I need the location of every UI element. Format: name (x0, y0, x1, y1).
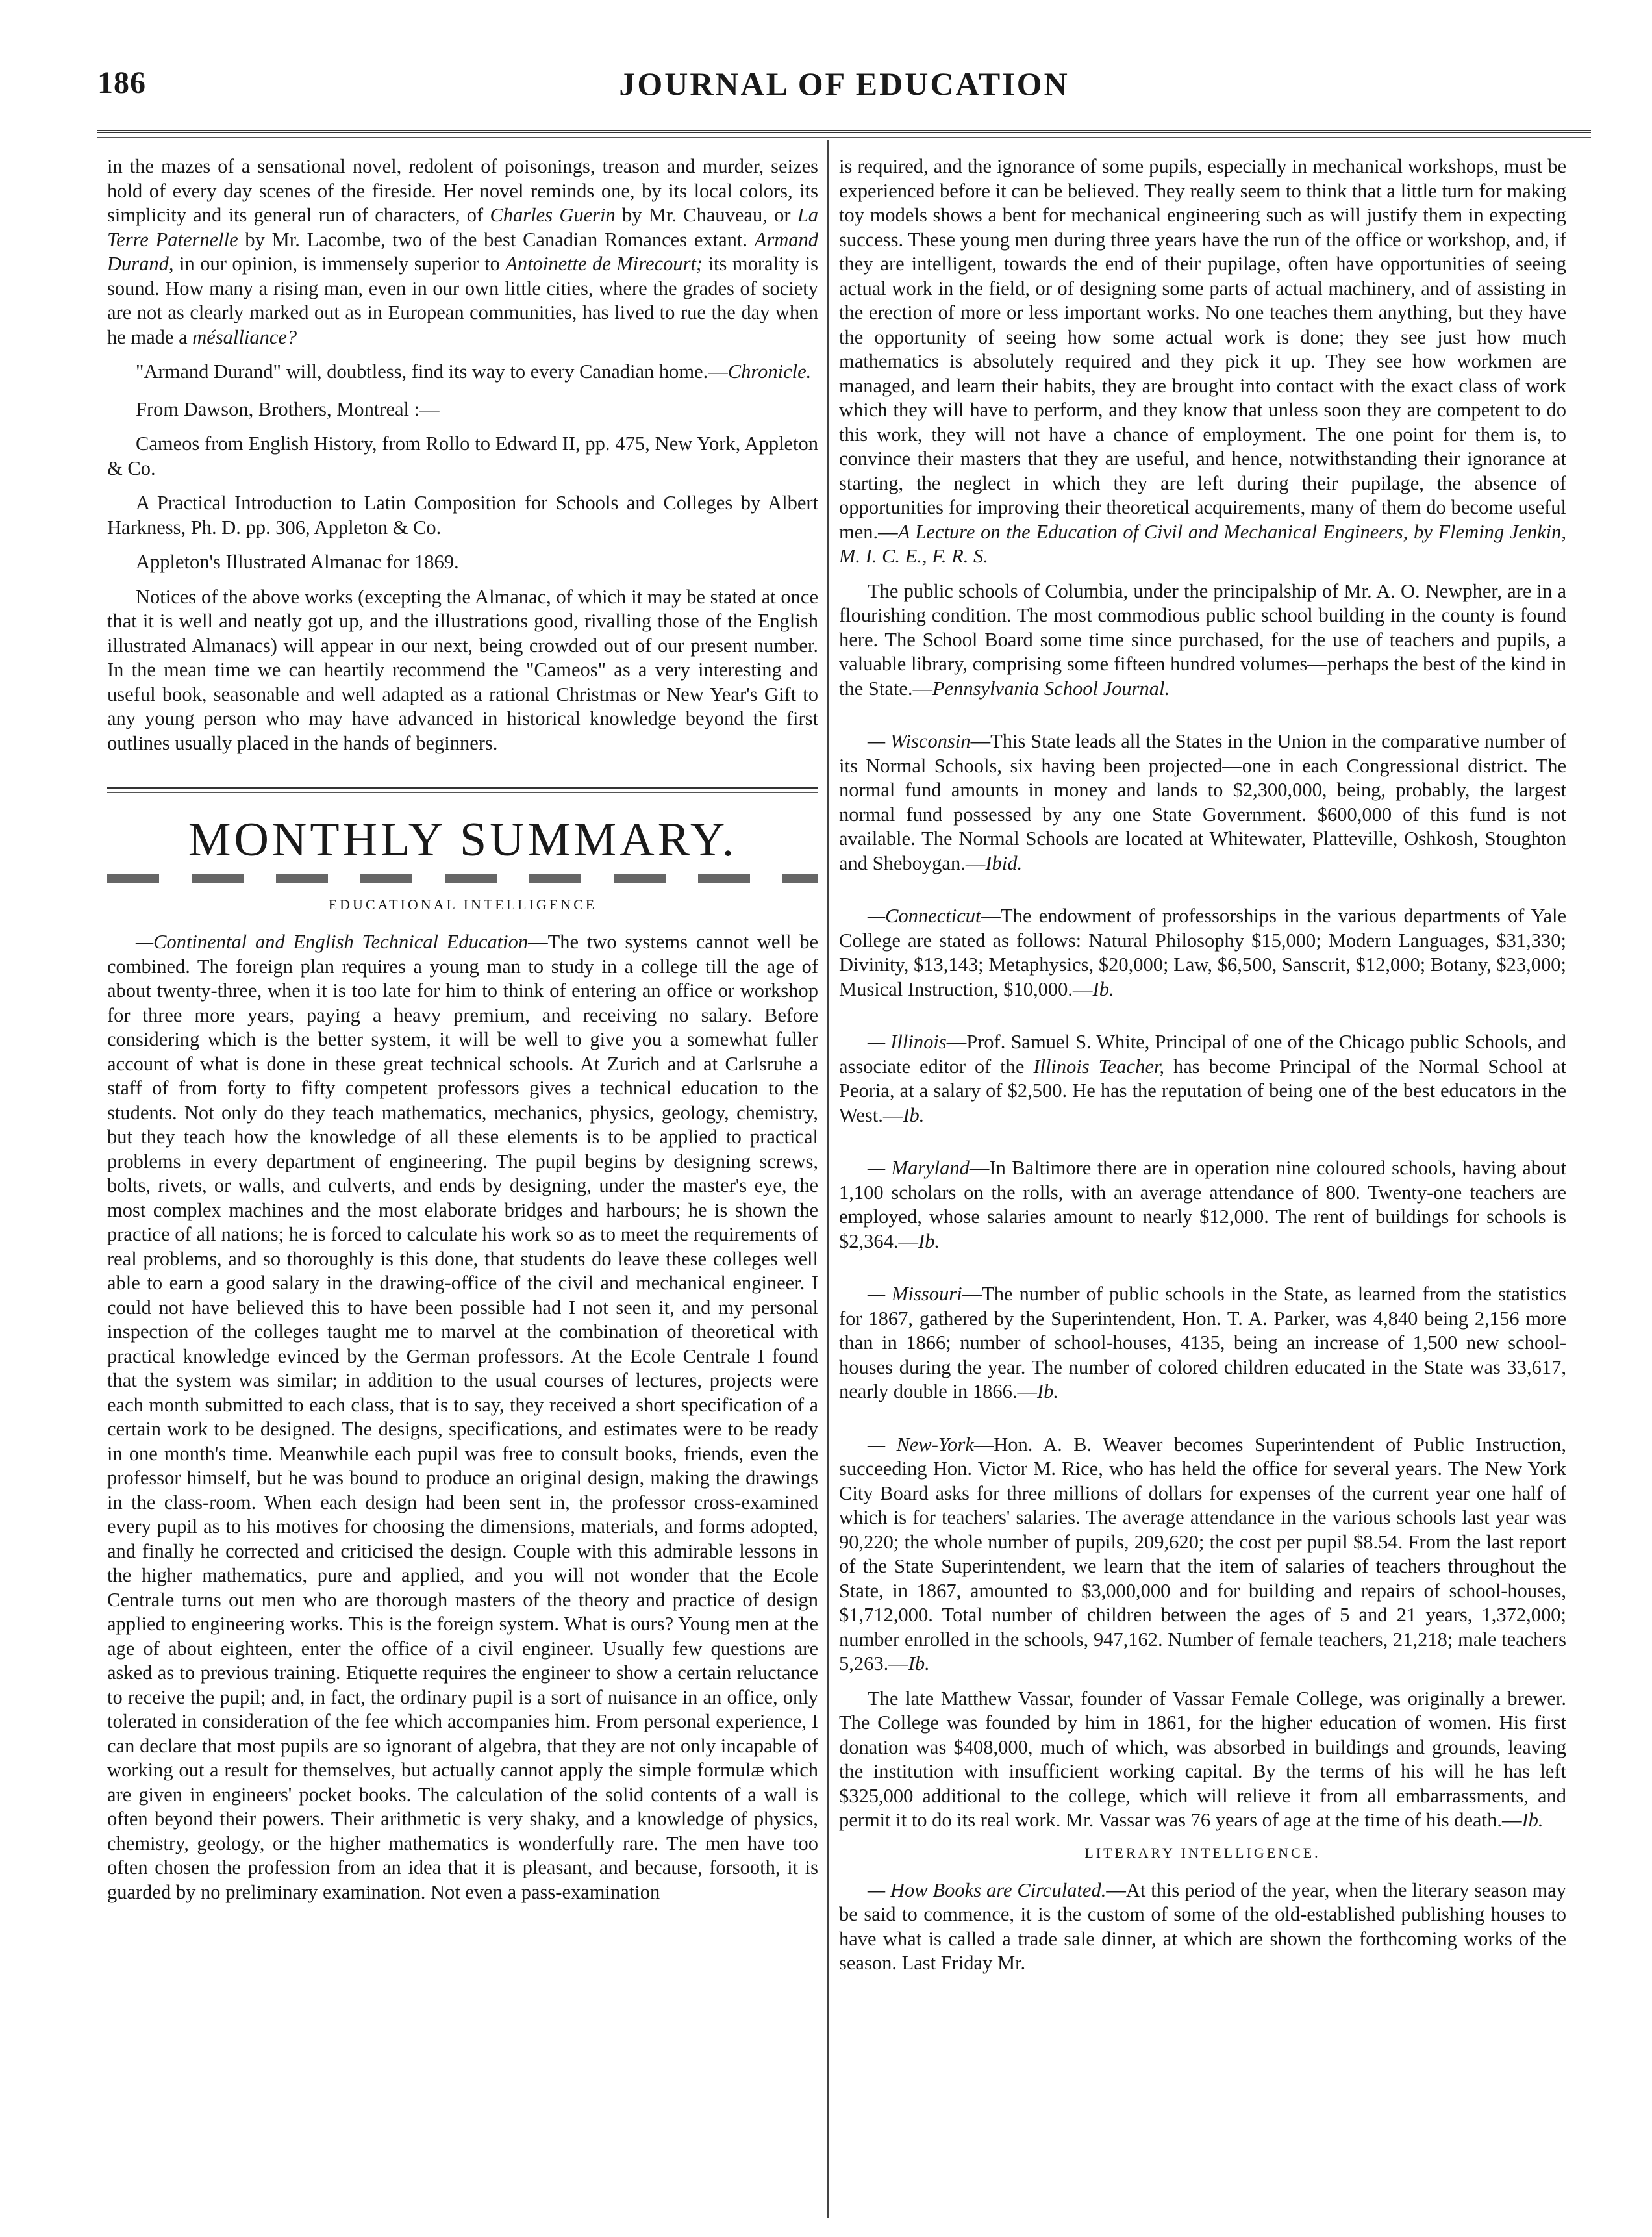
maryland-paragraph (839, 1156, 1566, 1254)
educational-intelligence-heading: EDUCATIONAL INTELLIGENCE (328, 896, 597, 913)
page-header (97, 52, 1591, 117)
text-run: "Armand Durand" will, doubtless, find its way to every Canadian home.— (136, 360, 728, 383)
spacer (839, 1012, 1566, 1030)
section-rule (107, 787, 818, 793)
column-divider (827, 140, 829, 2218)
text-run: in our opinion, is immensely superior to (179, 253, 500, 275)
article-body: —In Baltimore there are in operation nine coloured schools, having about 1,100 scholars on the rolls, with an average attendance of 800. Twenty-one teachers are employed, whose salaries amount to nearly $12,000. The rent of buildings for schools is $2,364.— (839, 1157, 1566, 1252)
connecticut-paragraph (839, 904, 1566, 1002)
new-york-paragraph (839, 1433, 1566, 1676)
left-column (107, 155, 818, 2220)
literary-intelligence-heading: LITERARY INTELLIGENCE. (1084, 1844, 1321, 1861)
article-lead: —Connecticut (868, 905, 981, 927)
notices-paragraph: Notices of the above works (excepting the Almanac, of which it may be stated at once that it is well and neatly got up, and the illustrations good, rivalling those of the English illustrated Almanacs) will appear in our next, being crowded out of our present number. In the mean time we can heartily recommend the "Cameos" as a very interesting and useful book, seasonable and well adapted as a rational Christmas or New Year's Gift to any young person who may have advanced in historical knowledge beyond the first outlines usually placed in the hands of beginners. (107, 585, 818, 754)
source-citation: Ib. (1092, 978, 1114, 1000)
article-body: —The two systems cannot well be combined. The foreign plan requires a young man to study in a college till the age of about twenty-three, when it is too late for him to think of entering an office or workshop for three more years, paying a heavy premium, and receiving no salary. Before considering which is the better system, it will be well to give you a somewhat fuller account of what is done in these great technical schools. At Zurich and at Carlsruhe a staff of from forty to fifty competent professors gives a technical education to the students. Not only do they teach mathematics, mechanics, physics, geology, chemistry, but they teach how the knowledge of all these elements is to be applied to practical problems in every department of engineering. The pupil begins by designing screws, bolts, rivets, or walls, and culverts, and ends by designing, under the master's eye, the most complex machines and the most elaborate bridges and harbours; he is shown the practice of all nations; he is forced to calculate his work so as to meet the requirements of real problems, and so thoroughly is this done, that students do leave these colleges well able to earn a good salary in the drawing-office of the civil and mechanical engineer. I could not have believed this to have been possible had I not seen it, and my personal inspection of the colleges taught me to marvel at the combination of theoretical with practical knowledge evinced by the German professors. At the Ecole Centrale I found that the system was similar; in addition to the usual courses of lectures, projects were each month submitted to each class, that is to say, they received a short specification of a certain work to be designed. The designs, specifications, and estimates were to be ready in one month's time. Meanwhile each pupil was free to consult books, friends, even the professor himself, but he was bound to produce an original design, making the drawings in the class-room. When each design had been sent in, the professor cross-examined every pupil as to his motives for choosing the dimensions, materials, and forms adopted, and finally he corrected and criticised the design. Couple with this admirable lessons in the higher mathematics, pure and applied, and you will not wonder that the Ecole Centrale turns out men who are thorough masters of the theory and practice of design applied to engineering works. This is the foreign system. What is ours? Young men at the age of about eighteen, enter the office of a civil engineer. Usually few questions are asked as to previous training. Etiquette requires the engineer to show a certain reluctance to receive the pupil; and, in fact, the ordinary pupil is a sort of nuisance in an office, only tolerated in consideration of the fee which accompanies him. From personal experience, I can declare that most pupils are so ignorant of algebra, that they are not only incapable of working out a result for themselves, but actually cannot apply the simple formulæ which are given in engineers' pocket books. The calculation of the solid contents of a wall is often beyond their powers. Their arithmetic is very shaky, and a knowledge of physics, chemistry, geology, or the higher mathematics is wonderfully rare. The men have too often chosen the profession from an idea that it is pleasant, and because, forsooth, it is guarded by no preliminary examination. Not even a pass-examination (107, 931, 819, 1903)
source-citation: Chronicle. (727, 360, 812, 383)
spacer (839, 711, 1566, 729)
article-lead: — Missouri (868, 1283, 962, 1305)
source-citation: Ib. (1036, 1380, 1058, 1402)
article-lead: — Illinois (868, 1031, 947, 1053)
foreign-word: mésalliance? (192, 325, 297, 348)
article-lead: — How Books are Circulated. (868, 1878, 1107, 1901)
book-title: La Terre Paternelle (107, 204, 819, 251)
source-citation: Ib. (908, 1652, 930, 1675)
article-body: The public schools of Columbia, under the principalship of Mr. A. O. Newpher, are in a flourishing condition. The most commodious public school building in the county is found here. The School Board some time since purchased, for the use of teachers and pupils, a valuable library, comprising some fifteen hundred volumes—perhaps the best of the kind in the State.— (839, 579, 1566, 700)
header-rule (97, 130, 1591, 138)
wisconsin-paragraph (839, 729, 1566, 876)
columbia-schools-paragraph (839, 579, 1566, 701)
article-lead: —Continental and English Technical Education (136, 931, 529, 953)
article-body: has become Principal of the Normal School at Peoria, at a salary of $2,500. He has the reputation of being one of the best educators in the West.— (839, 1055, 1567, 1126)
book-listing: A Practical Introduction to Latin Composition for Schools and Colleges by Albert Harkness, Ph. D. pp. 306, Appleton & Co. (107, 492, 818, 538)
article-body: —This State leads all the States in the Union in the comparative number of its Normal Schools, six having been projected—one in each Congressional district. The normal fund amounts in money and lands to $2,300,000, being, probably, the largest normal fund possessed by any one State Government. $600,000 of this fund is not available. The Normal Schools are located at Whitewater, Platteville, Oshkosh, Stoughton and Sheboygan.— (839, 730, 1566, 874)
novel-review-paragraph (107, 155, 818, 349)
book-listing: Cameos from English History, from Rollo to Edward II, pp. 475, New York, Appleton & Co. (107, 433, 818, 479)
article-body: —Prof. Samuel S. White, Principal of one of the Chicago public Schools, and associate editor of the (839, 1031, 1566, 1078)
book-title: Antoinette de Mirecourt; (505, 253, 703, 275)
source-citation: Pennsylvania School Journal. (932, 677, 1170, 700)
novel-review-closing (107, 360, 818, 385)
article-body: —At this period of the year, when the literary season may be said to commence, it is the custom of some of the old-established publishing houses to have what is called a trade sale dinner, at which are shown the forthcoming works of the season. Last Friday Mr. (839, 1878, 1566, 1974)
technical-education-continued (839, 155, 1566, 569)
article-body: —The number of public schools in the State, as learned from the statistics for 1867, gathered by the Superintendent, Hon. T. A. Parker, was 4,840 being 2,156 more than in 1866; number of school-houses, 4135, being an increase of 1,500 new school-houses during the year. The number of colored children educated in the State was 33,617, nearly double in 1866.— (839, 1283, 1566, 1402)
source-citation: Ibid. (985, 852, 1023, 874)
illinois-paragraph (839, 1030, 1566, 1128)
monthly-summary-title: MONTHLY SUMMARY. (188, 813, 738, 866)
article-lead: — Maryland (868, 1157, 970, 1179)
article-lead: — New-York (868, 1433, 974, 1456)
article-body: —The endowment of professorships in the various departments of Yale College are stated as follows: Natural Philosophy $15,000; Modern Languages, $31,330; Divinity, $13,143; Metaphysics, $20,000; Law, $6,500, Sanscrit, $12,000; Botany, $23,000; Musical Instruction, $10,000.— (839, 905, 1566, 1000)
periodical-title: Illinois Teacher, (1033, 1055, 1164, 1078)
source-citation: A Lecture on the Education of Civil and Mechanical Engineers, by Fleming Jenkin, M. I. C. E., F. R. S. (839, 520, 1566, 567)
technical-education-article (107, 930, 818, 1904)
text-run: in the mazes of a sensational novel, redolent of poisonings, treason and murder, seizes hold of every day scenes of the fireside. Her novel reminds one, by its local colors, its simplicity and its general run of characters, of (107, 155, 818, 226)
article-body: is required, and the ignorance of some pupils, especially in mechanical workshops, must be experienced before it can be believed. They really seem to think that a little turn for making toy models shows a bent for mechanical engineering such as will justify them in expecting success. These young men during three years have the run of the office or workshop, and, if they are intelligent, towards the end of their pupilage, often have opportunities of seeing actual work in the field, or of designing some parts of actual machinery, and of assisting in the erection of more or less important works. No one teaches them anything, but they have the opportunity of seeing how some actual work is done; they see just how much mathematics is absolutely required and they pick it up. They see how workmen are managed, and learn their habits, they are brought into contact with the exact class of work which they will have to perform, and they know that unless soon they are competent to do this work, they will not have a chance of employment. The one point for them is, to convince their masters that they are useful, and hence, notwithstanding their ignorance at starting, the neglect in which they are left during their pupilage, the absence of opportunities for improving their theoretical acquirements, many of them do become useful men.— (839, 155, 1566, 543)
page-number: 186 (97, 66, 146, 100)
spacer (839, 886, 1566, 904)
text-run: its morality is sound. How many a rising man, even in our own little cities, where the grades of society are not as clearly marked out as in European communities, has lived to rue the day when he made a (107, 253, 818, 348)
book-title: Charles Guerin (490, 204, 616, 226)
article-body: The late Matthew Vassar, founder of Vassar Female College, was originally a brewer. The College was founded by him in 1861, for the higher education of women. His first donation was $408,000, much of which, was absorbed in buildings and grounds, leaving the institution with insufficient working capital. By the terms of his will he has left $325,000 additional to the college, which will relieve it from all embarrassments, and permit it to do its real work. Mr. Vassar was 76 years of age at the time of his death.— (839, 1687, 1566, 1831)
text-run: by Mr. Lacombe, two of the best Canadian Romances extant. (245, 228, 747, 251)
dash-rule (107, 874, 818, 883)
article-body: —Hon. A. B. Weaver becomes Superintendent of Public Instruction, succeeding Hon. Victor M. Rice, who has held the office for several years. The New York City Board asks for three millions of dollars for expenses of the current year one half of which is for teachers' salaries. The average attendance in the various schools last year was 90,220; the whole number of pupils, 209,620; the cost per pupil $8.54. From the last report of the State Superintendent, we learn that the item of salaries of teachers throughout the State, in 1867, amounted to $3,000,000 and for building and repairs of school-houses, $1,712,000. Total number of children between the ages of 5 and 21 years, 1,372,000; number enrolled in the schools, 947,162. Number of female teachers, 21,218; male teachers 5,263.— (839, 1433, 1566, 1675)
right-column (839, 155, 1566, 2220)
missouri-paragraph (839, 1282, 1566, 1404)
source-citation: Ib. (918, 1230, 940, 1252)
publisher-line: From Dawson, Brothers, Montreal :— (136, 398, 440, 420)
article-lead: — Wisconsin (868, 730, 971, 752)
vassar-paragraph (839, 1687, 1566, 1833)
source-citation: Ib. (1521, 1809, 1544, 1831)
spacer (839, 1264, 1566, 1282)
spacer (839, 1138, 1566, 1156)
journal-title: JOURNAL OF EDUCATION (619, 66, 1070, 102)
spacer (839, 1415, 1566, 1433)
books-circulated-paragraph (839, 1878, 1566, 1976)
source-citation: Ib. (903, 1104, 925, 1126)
book-listing: Appleton's Illustrated Almanac for 1869. (136, 551, 459, 573)
text-run: by Mr. Chauveau, or (622, 204, 791, 226)
book-title: Armand Durand, (107, 228, 819, 275)
